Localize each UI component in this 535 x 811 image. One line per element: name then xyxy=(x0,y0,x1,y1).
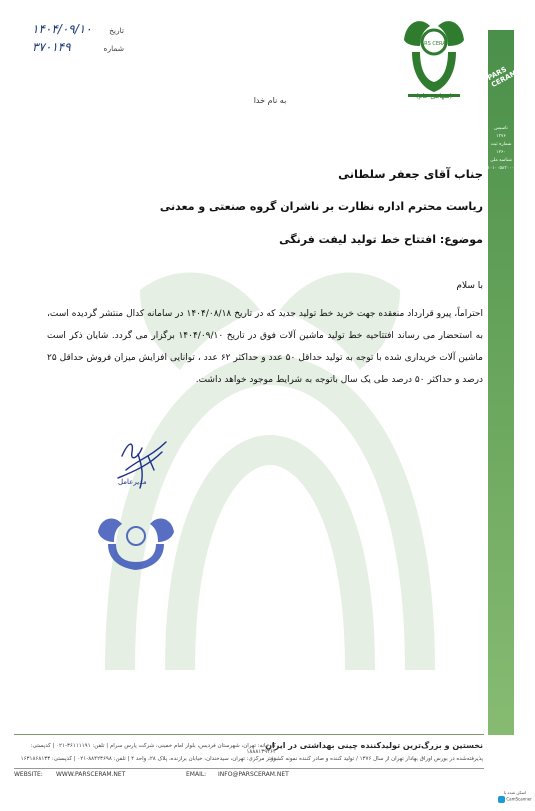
footer-divider xyxy=(14,734,484,735)
recipient-name: جناب آقای جعفر سلطانی xyxy=(338,167,483,181)
website-label: WEBSITE: xyxy=(14,771,43,778)
camscanner-label: اسکن شده با xyxy=(503,790,527,795)
number-row xyxy=(14,40,124,58)
info-line: ۱۳۷۶ xyxy=(496,134,506,139)
camscanner-brand: CamScanner xyxy=(506,796,532,802)
footer-contact xyxy=(14,771,484,781)
letter-body: احتراماً، پیرو قرارداد منعقده جهت خرید خط تولید جدید که در تاریخ ۱۴۰۴/۰۸/۱۸ در سامانه کدال منتشر گردیده است، به استحضار می رساند افتتاحیه خط تولید ماشین آلات فوق در تاریخ ۱۴۰۴/۰۹/۱۰ برگزار می گردد. شایان ذکر است ماشین آلات خریداری شده با توجه به تولید حداقل ۵۰ عدد و حداکثر ۶۲ عدد ، توانایی افزایش میزان فروش حداقل ۲۵ درصد و حداکثر ۵۰ درصد طی یک سال باتوجه به شرایط موجود خواهد داشت. xyxy=(47,309,483,385)
footer-slogan: نخستین و بزرگ‌ترین تولیدکننده چینی بهداشتی در ایران xyxy=(265,741,483,750)
letter-subject: موضوع: افتتاح خط تولید لیفت فرنگی xyxy=(279,233,483,246)
pars-ceram-logo xyxy=(398,12,470,104)
info-line: شماره ثبت xyxy=(490,142,512,147)
footer-note: پذیرفته‌شده در بورس اوراق بهادار تهران از سال ۱۳۷۶ / تولید کننده و صادر کننده نمونه کشور xyxy=(270,756,483,762)
camscanner-watermark xyxy=(496,790,534,810)
recipient-office: ریاست محترم اداره نظارت بر ناشران گروه صنعتی و معدنی xyxy=(159,200,483,213)
number-value: ۳۷۰۱۴۹ xyxy=(32,40,71,54)
info-line: شناسه ملی xyxy=(490,158,512,163)
date-row xyxy=(14,22,124,40)
svg-text:PARS CERAM: PARS CERAM xyxy=(417,41,451,47)
basmala: به نام خدا xyxy=(253,96,287,105)
date-label: تاریخ xyxy=(109,26,124,35)
email-label: EMAIL: xyxy=(186,771,207,778)
info-line: ۱۰۱۰۰۵۸۳۰۰۰ xyxy=(487,166,514,171)
footer-separator xyxy=(14,768,484,769)
letter-meta xyxy=(14,22,124,58)
office-address: دفتر مرکزی: تهران، سیدخندان، خیابان برازنده، پلاک ۲۸، واحد ۴ | تلفن: ۸۸۴۲۳۶۹۸-۰۲۱ | کدپستی: ۱۶۳۱۸۶۸۱۳۳ xyxy=(20,756,276,762)
number-label: شماره xyxy=(103,44,124,53)
signer-title: مدیرعامل xyxy=(118,478,147,486)
date-value: ۱۴۰۴/۰۹/۱۰ xyxy=(32,22,92,36)
logo-company-type: (سهامی عام) xyxy=(415,92,453,100)
info-line: تاسیس xyxy=(494,126,508,131)
website-link[interactable]: WWW.PARSCERAM.NET xyxy=(56,771,126,778)
email-link[interactable]: INFO@PARSCERAM.NET xyxy=(218,771,289,778)
factory-address: کارخانه: تهران، شهرستان فردیس، بلوار امام خمینی، شرکت پارس سرام | تلفن: ۳۶۱۱۱۱۹۱-۰۲۱ | کدپستی: ۱۸۸۸۱۳۹۴۶۲ xyxy=(30,743,276,755)
info-line: ۱۲۶۰ xyxy=(496,150,506,155)
camscanner-icon xyxy=(498,796,505,803)
greeting: با سلام xyxy=(456,281,483,291)
company-registration-info xyxy=(488,125,514,173)
company-stamp xyxy=(94,514,178,572)
signature xyxy=(108,436,178,498)
stripe-brand-text: PARS CERAM xyxy=(486,65,519,90)
